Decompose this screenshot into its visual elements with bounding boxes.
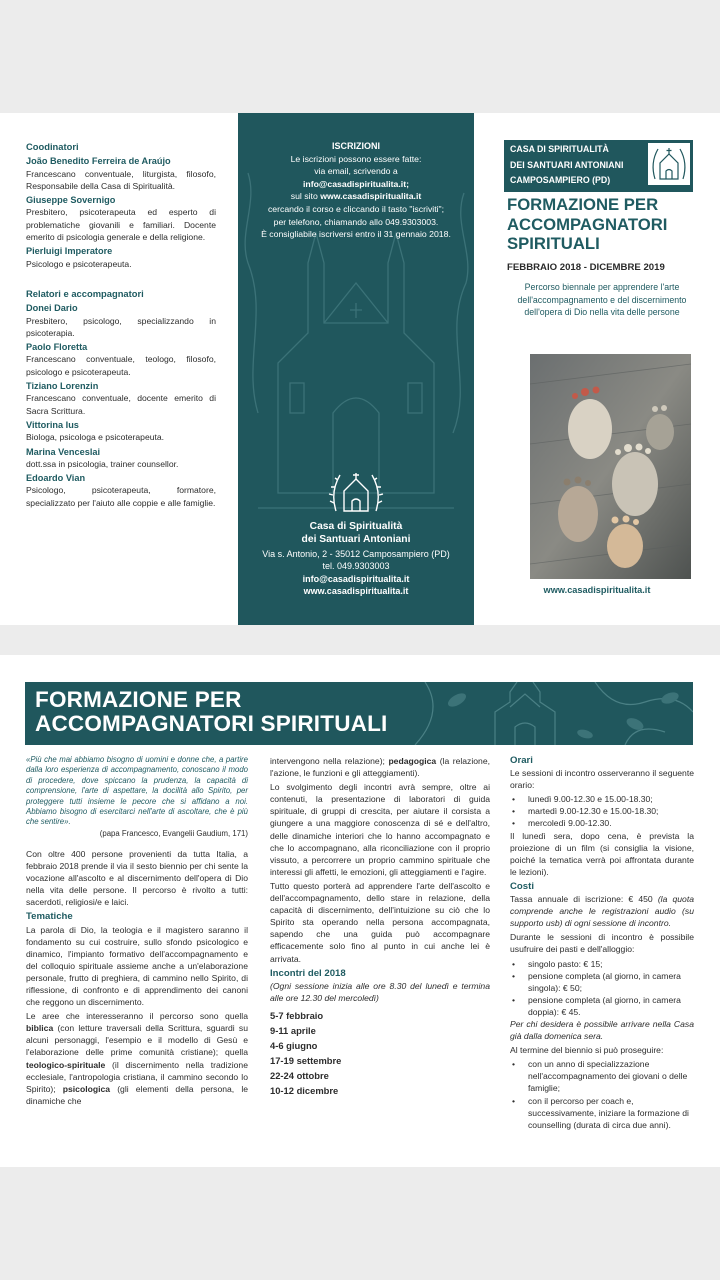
header-logo <box>648 143 690 185</box>
column-intro <box>26 755 248 1109</box>
list-item: • pensione completa (al giorno, in camera singola): € 50; <box>510 970 694 994</box>
costs-fee: Tassa annuale di iscrizione: € 450 (la quota comprende anche le registrazioni audio (su supporto usb) di ogni sessione di incontro. <box>510 894 694 929</box>
relator-item: Tiziano Lorenzin Francescano conventuale, docente emerito di Sacra Scrittura. <box>26 381 216 416</box>
continuation-list <box>510 1058 694 1131</box>
costs-list <box>510 958 694 1018</box>
cover-title-line: ACCOMPAGNATORI <box>507 214 668 234</box>
casa-name-line1: Casa di Spiritualità <box>309 521 403 532</box>
intro-paragraph: Con oltre 400 persone provenienti da tutta Italia, a febbraio 2018 prende il via il sesto biennio per chi sente la vocazione all'ascolto e al discernimento dell'opera di Dio nella vita delle persone. Il percorso è rivolto a tutti: sacerdoti, religiosi/e e laici. <box>26 848 248 908</box>
relators-heading: Relatori e accompagnatori <box>26 287 144 299</box>
meeting-date: 10-12 dicembre <box>270 1084 339 1096</box>
coordinator-item: Pierluigi Imperatore Psicologo e psicoterapeuta. <box>26 246 132 269</box>
coordinators-heading: Coodinatori <box>26 141 79 152</box>
pebble-footprints-photo <box>530 354 691 579</box>
list-item: • con il percorso per coach e, successivamente, iniziare la formazione di counselling (durata di circa due anni). <box>510 1095 694 1131</box>
header-line: DEI SANTUARI ANTONIANI <box>510 159 624 170</box>
top-background <box>0 0 720 113</box>
costs-note: Per chi desidera è possibile arrivare nella Casa già dalla domenica sera. <box>510 1018 694 1042</box>
cover-dates: FEBBRAIO 2018 - DICEMBRE 2019 <box>507 262 665 273</box>
cover-panel <box>497 113 697 625</box>
bottom-background <box>0 1167 720 1280</box>
registration-line: per telefono, chiamando allo 049.9303003. <box>273 216 439 227</box>
method-paragraph: Lo svolgimento degli incontri avrà sempre, oltre ai contenuti, la presentazione di laboratori di guida spirituale, di gruppi di crescita, per aiutare il corsista a giungere a una maggiore conoscenza di sé e dell'altro, delle dinamiche interiori che lo hanno accompagnato e che lo accompagnano, alla riconciliazione con il proprio vissuto, a percorrere un proprio cammino spirituale che interessi gli affetti, le emozioni, gli atteggiamenti e l'agire. <box>270 782 490 877</box>
relator-item: Edoardo Vian Psicologo, psicoterapeuta, formatore, specializzato per l'aiuto alle coppie e alle famiglie. <box>26 473 216 508</box>
quote-source: (papa Francesco, Evangelii Gaudium, 171) <box>99 828 248 838</box>
cover-title-line: SPIRITUALI <box>507 234 600 253</box>
cover-website-link[interactable]: www.casadispiritualita.it <box>543 585 651 595</box>
schedule-list <box>510 793 694 829</box>
inner-title-banner <box>25 682 693 745</box>
list-item: • lunedì 9.00-12.30 e 15.00-18.30; <box>510 793 694 805</box>
registration-email-link[interactable]: info@casadispiritualita.it; <box>303 178 409 189</box>
inner-title-line: FORMAZIONE PER <box>35 687 242 712</box>
casa-name-line2: dei Santuari Antoniani <box>301 534 411 545</box>
continuation-intro: Al termine del biennio si può proseguire: <box>510 1045 664 1056</box>
header-line: CAMPOSAMPIERO (PD) <box>510 175 611 185</box>
registration-website-link[interactable]: www.casadispiritualita.it <box>320 191 422 202</box>
sanctuary-logo <box>648 143 690 185</box>
middle-background <box>0 625 720 655</box>
registration-line: Le iscrizioni possono essere fatte: <box>290 153 422 164</box>
contact-email-link[interactable]: info@casadispiritualita.it <box>302 573 410 584</box>
registration-info <box>238 140 474 241</box>
registration-panel <box>238 113 474 625</box>
meetings-note: (Ogni sessione inizia alle ore 8.30 del lunedì e termina alle ore 12.30 del mercoledì) <box>270 980 490 1003</box>
relator-item: Donei Dario Presbitero, psicologo, specializzando in psicoterapia. <box>26 303 216 338</box>
cover-subtitle: Percorso biennale per apprendere l'arte dell'accompagnamento e del discernimento dell'opera di Dio nella vita delle persone <box>517 282 687 318</box>
brochure-outer-sheet <box>0 113 720 625</box>
meeting-date: 4-6 giugno <box>270 1039 318 1051</box>
areas-continued: intervengono nella relazione); pedagogica (la relazione, l'azione, le funzioni e gli atteggiamenti). <box>270 756 490 779</box>
address: Via s. Antonio, 2 - 35012 Camposampiero (PD) <box>262 549 450 559</box>
themes-paragraph: La parola di Dio, la teologia e il magistero saranno il fondamento su cui costruire, sullo sfondo psicologico e dinamico, l'impianto formativo dell'accompagnamento e del colloquio spirituale assieme anche a un'elaborazione personale, frutto di preghiera, di cammino nello Spirito, di riflessione, di confronto e di apprendimento dei canoni che reggono un discernimento. <box>26 924 248 1008</box>
list-item: • pensione completa (al giorno, in camera doppia): € 45. <box>510 994 694 1018</box>
costs-heading: Costi <box>510 880 534 892</box>
meetings-heading: Incontri del 2018 <box>270 967 346 979</box>
column-logistics <box>510 755 694 1131</box>
registration-line: cercando il corso e cliccando il tasto "iscriviti"; <box>267 203 445 214</box>
meeting-date: 5-7 febbraio <box>270 1009 324 1021</box>
relator-item: Marina Venceslai dott.ssa in psicologia, trainer counsellor. <box>26 446 179 469</box>
list-item: • singolo pasto: € 15; <box>510 958 694 970</box>
costs-accommodation: Durante le sessioni di incontro è possibile usufruire dei pasti e dell'alloggio: <box>510 932 694 955</box>
inner-title <box>35 688 388 736</box>
list-item: • martedì 9.00-12.30 e 15.00-18.30; <box>510 805 694 817</box>
cover-title-line: FORMAZIONE PER <box>507 195 659 214</box>
coordinator-item: João Benedito Ferreira de Araújo Francescano conventuale, liturgista, filosofo, Responsabile della Casa di Spiritualità. <box>26 156 216 191</box>
relator-item: Vittorina Ius Biologa, psicologa e psicoterapeuta. <box>26 419 165 443</box>
cover-title <box>507 195 697 254</box>
schedule-note: Il lunedì sera, dopo cena, è prevista la proiezione di un film (si consiglia la visione, poiché la tematica verrà poi affrontata durante le lezioni). <box>510 830 694 877</box>
registration-title: ISCRIZIONI <box>331 141 380 151</box>
schedule-intro: Le sessioni di incontro osserveranno il seguente orario: <box>510 768 694 791</box>
cover-header <box>504 140 693 192</box>
relator-item: Paolo Floretta Francescano conventuale, teologo, filosofo, psicologo e psicoterapeuta. <box>26 342 216 377</box>
list-item: • con un anno di specializzazione nell'accompagnamento dei giovani o delle famiglie; <box>510 1058 694 1094</box>
pope-quote: «Più che mai abbiamo bisogno di uomini e donne che, a partire dalla loro esperienza di accompagnamento, conoscano il modo di procedere, dove spiccano la prudenza, la capacità di comprensione, l'arte di aspettare, la docilità allo Spirito, per proteggere tutti insieme le pecore che si affidano a noi. Abbiamo bisogno di esercitarci nell'arte di ascoltare, che è più che sentire». <box>26 755 248 827</box>
meetings-dates <box>270 1008 490 1098</box>
casa-name <box>238 520 474 546</box>
phone: tel. 049.9303003 <box>322 561 390 572</box>
goal-paragraph: Tutto questo porterà ad apprendere l'arte dell'ascolto e dell'accompagnamento, dello stare in relazione, della capacità di discernimento, dell'intuizione su ciò che lo Spirito sta operando nella persona accompagnata, sapendo che una guida può accompagnare efficacemente solo fino al punto in cui anche lei è arrivata. <box>270 880 490 964</box>
inner-title-line: ACCOMPAGNATORI SPIRITUALI <box>35 711 388 736</box>
coordinator-item: Giuseppe Sovernigo Presbitero, psicoterapeuta ed esperto di problematiche giovanili e familiari. Docente emerito di psicologia generale e della religione. <box>26 195 216 243</box>
themes-heading: Tematiche <box>26 911 73 923</box>
registration-line: sul sito <box>290 191 321 202</box>
contact-website-link[interactable]: www.casadispiritualita.it <box>303 585 409 596</box>
meeting-date: 17-19 settembre <box>270 1054 342 1066</box>
registration-deadline: È consigliabile iscriversi entro il 31 gennaio 2018. <box>261 229 451 240</box>
sanctuary-logo <box>328 467 384 517</box>
meeting-date: 9-11 aprile <box>270 1024 316 1036</box>
header-line: CASA DI SPIRITUALITÀ <box>510 144 609 154</box>
registration-line: via email, scrivendo a <box>314 166 398 177</box>
column-method <box>270 755 490 1098</box>
brochure-inner-sheet <box>0 655 720 1167</box>
list-item: • mercoledì 9.00-12.30. <box>510 817 694 829</box>
contact-block <box>238 548 474 597</box>
staff-panel <box>26 141 216 511</box>
meeting-date: 22-24 ottobre <box>270 1069 329 1081</box>
schedule-heading: Orari <box>510 755 533 766</box>
areas-paragraph: Le aree che interesseranno il percorso sono quella biblica (con letture traversali della Scrittura, sguardi su alcuni personaggi, l'esempio e il modello di Gesù e l'elaborazione delle prime comunità cristiane); quella teologico-spirituale (il discernimento nella tradizione ecclesiale, l'antropologia cristiana, il cammino secondo lo Spirito); psicologica (gli elementi della persona, le dinamiche che <box>26 1011 249 1106</box>
